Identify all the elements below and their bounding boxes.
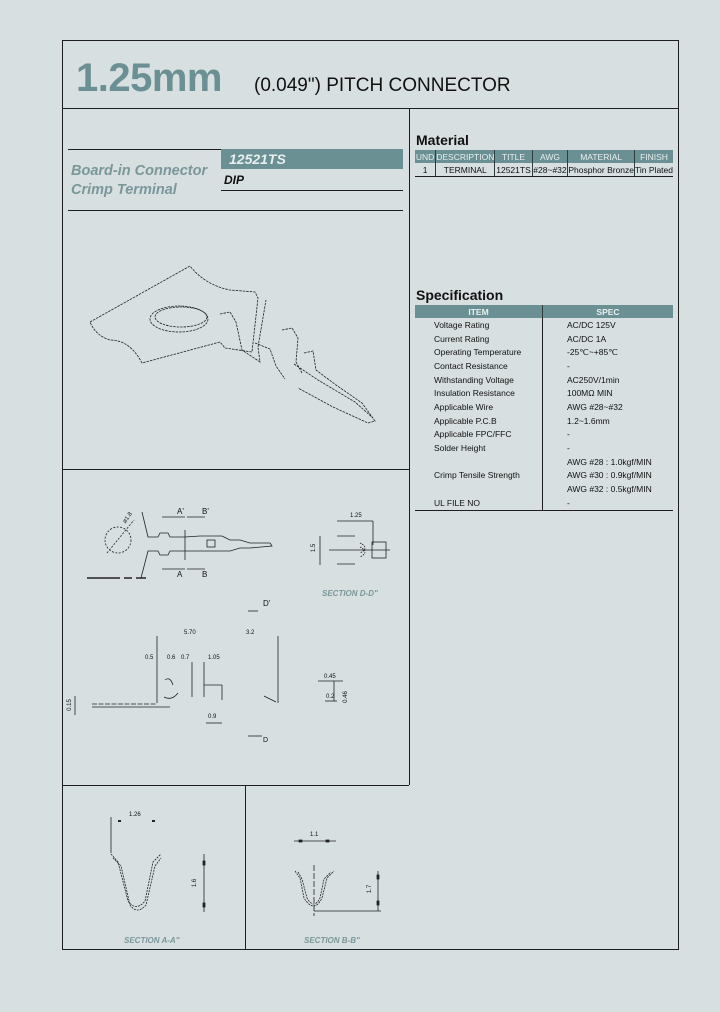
dim-1-25: 1.25	[350, 513, 362, 519]
section-d-prime-label: D'	[263, 599, 271, 608]
spec-item: Current Rating	[434, 333, 490, 344]
spec-value: -	[543, 359, 674, 373]
dim-0-15: 0.15	[66, 699, 73, 711]
spec-value: AC/DC 125V	[543, 318, 674, 332]
material-heading: Material	[416, 132, 469, 148]
spec-value: AWG #30 : 0.9kgf/MIN	[543, 469, 674, 483]
dim-1-26: 1.26	[129, 812, 141, 818]
dim-0-9: 0.9	[208, 714, 217, 720]
spec-value: AWG #28 : 1.0kgf/MIN	[543, 455, 674, 469]
spec-item: Voltage Rating	[434, 319, 490, 330]
col-title: TITLE	[495, 150, 532, 163]
section-aa-caption: SECTION A-A"	[124, 936, 180, 945]
dim-1-5: 1.5	[311, 543, 318, 553]
section-a-prime-label: A'	[177, 507, 184, 516]
section-b-label: B	[202, 570, 208, 579]
section-d-label: D	[263, 737, 269, 744]
spec-value: AWG #28~#32	[543, 400, 674, 414]
part-number: 12521TS	[221, 149, 403, 169]
col-spec: SPEC	[543, 305, 674, 318]
spec-value: AC/DC 1A	[543, 332, 674, 346]
col-awg: AWG	[532, 150, 568, 163]
cell-und: 1	[415, 163, 436, 177]
col-material: MATERIAL	[568, 150, 635, 163]
product-type-line1: Board-in Connector	[71, 163, 208, 179]
dim-1-05: 1.05	[208, 655, 220, 661]
spec-value: -25℃~+85℃	[543, 345, 674, 359]
product-type-line2: Crimp Terminal	[71, 182, 177, 198]
dim-0-7: 0.7	[181, 655, 190, 661]
dim-0-46: 0.46	[342, 691, 349, 703]
spec-item: Applicable FPC/FFC	[434, 429, 512, 440]
spec-item: Applicable Wire	[434, 401, 494, 412]
cell-description: TERMINAL	[436, 163, 495, 177]
dim-0-5: 0.5	[145, 655, 154, 661]
dim-1-7: 1.7	[367, 884, 374, 894]
dim-1-1: 1.1	[310, 832, 319, 838]
spec-value: AWG #32 : 0.5kgf/MIN	[543, 482, 674, 496]
pitch-size-title: 1.25mm	[76, 56, 222, 100]
section-b-prime-label: B'	[202, 507, 209, 516]
spec-item: Withstanding Voltage	[434, 374, 514, 385]
spec-value: -	[543, 428, 674, 442]
dim-0-45: 0.45	[324, 674, 336, 680]
spec-item: Operating Temperature	[434, 347, 522, 358]
spec-item: Contact Resistance	[434, 360, 508, 371]
section-bb-caption: SECTION B-B"	[304, 936, 360, 945]
section-a-label: A	[177, 570, 183, 579]
cell-material: Phosphor Bronze	[568, 164, 635, 175]
dim-hole-dia: ø1.8	[122, 511, 134, 525]
mount-type: DIP	[224, 173, 245, 187]
specification-heading: Specification	[416, 287, 504, 303]
cell-title: 12521TS	[496, 164, 531, 175]
col-finish: FINISH	[635, 150, 673, 163]
dim-1-6: 1.6	[192, 878, 199, 888]
section-dd-caption: SECTION D-D"	[322, 589, 378, 598]
col-description: DESCRIPTION	[436, 151, 495, 162]
spec-value: 1.2~1.6mm	[543, 414, 674, 428]
col-item: ITEM	[415, 305, 543, 318]
dim-3-2: 3.2	[246, 630, 255, 636]
col-und: UND	[415, 151, 435, 162]
dim-5-70: 5.70	[184, 630, 196, 636]
spec-value: AC250V/1min	[543, 373, 674, 387]
spec-item: Solder Height	[434, 443, 486, 454]
spec-item: UL FILE NO	[415, 496, 543, 510]
pitch-subtitle: (0.049") PITCH CONNECTOR	[254, 75, 511, 96]
cell-finish: Tin Plated	[635, 164, 673, 175]
spec-item: Crimp Tensile Strength	[434, 470, 520, 481]
spec-item: Insulation Resistance	[434, 388, 515, 399]
spec-value: -	[543, 441, 674, 455]
spec-value: -	[543, 496, 674, 510]
dim-0-6: 0.6	[167, 655, 176, 661]
cell-awg: #28~#32	[533, 164, 567, 175]
spec-item: Applicable P.C.B	[434, 415, 497, 426]
spec-value: 100MΩ MIN	[543, 386, 674, 400]
dim-0-2: 0.2	[326, 694, 335, 700]
